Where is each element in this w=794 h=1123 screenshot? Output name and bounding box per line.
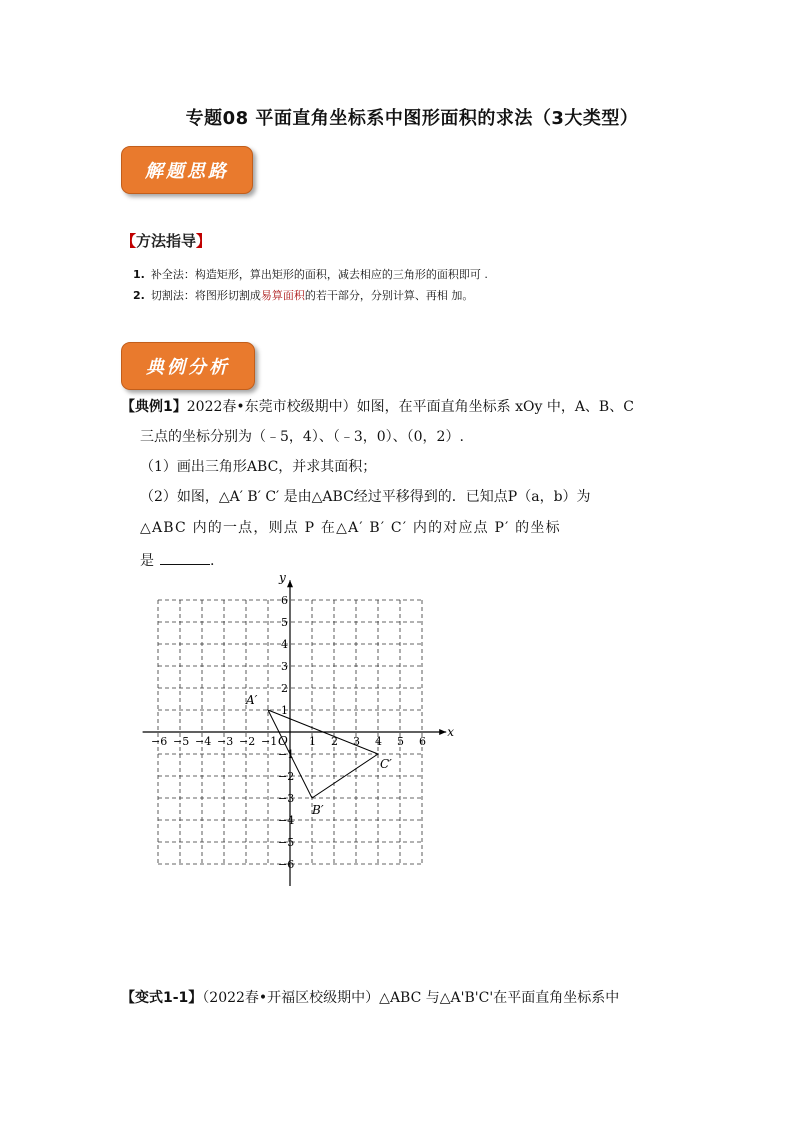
example1-line3: （1）画出三角形ABC，并求其面积； — [140, 459, 377, 475]
x-tick-label: 2 — [331, 735, 338, 748]
y-tick-label: 5 — [281, 616, 288, 629]
x-tick-label: 5 — [397, 735, 404, 748]
variant-1-1: 【变式1-1】（2022春•开福区校级期中）△ABC 与△A'B'C'在平面直角坐标系中 — [121, 990, 620, 1006]
page-title: 专题08 平面直角坐标系中图形面积的求法（3大类型） — [185, 108, 639, 129]
answer-blank — [160, 552, 210, 565]
bracket-close: 】 — [196, 232, 212, 250]
origin-label: O — [278, 734, 288, 748]
x-axis-label: x — [447, 725, 455, 739]
method-guide-label: 方法指导 — [136, 232, 197, 250]
x-tick-label: −1 — [261, 735, 278, 748]
y-tick-label: −5 — [278, 836, 295, 849]
coordinate-graph — [130, 568, 455, 888]
y-tick-label: 4 — [281, 638, 288, 651]
example1-line6: 是 . — [140, 553, 215, 569]
method-item-1: 1. 补全法：构造矩形，算出矩形的面积，减去相应的三角形的面积即可 . — [133, 268, 488, 281]
example1-line1: 【典例1】2022春•东莞市校级期中）如图，在平面直角坐标系 xOy 中，A、B、C — [121, 399, 634, 415]
example1-line2: 三点的坐标分别为（﹣5，4）、（﹣3，0）、（0，2）. — [140, 429, 464, 445]
highlight-text: 易算面积 — [260, 289, 305, 302]
x-tick-label: −2 — [239, 735, 256, 748]
method-guide-heading — [121, 230, 211, 251]
x-tick-label: −6 — [151, 735, 168, 748]
solution-ideas-badge — [121, 146, 253, 194]
y-tick-label: 1 — [281, 704, 288, 717]
solution-ideas-label: 解题思路 — [145, 161, 229, 182]
point-label: B′ — [312, 803, 324, 817]
triangle-abc-prime — [245, 693, 392, 817]
y-tick-label: 3 — [281, 660, 288, 673]
x-tick-label: −3 — [217, 735, 234, 748]
x-tick-label: 3 — [353, 735, 360, 748]
method-item-2: 2. 切割法：将图形切割成易算面积的若干部分，分别计算、再相 加。 — [133, 289, 474, 302]
x-axis-arrow — [439, 729, 446, 735]
y-tick-label: −4 — [278, 814, 295, 827]
example1-tag: 【典例1】 — [121, 399, 187, 415]
y-tick-label: 2 — [281, 682, 288, 695]
point-label: A′ — [246, 693, 258, 707]
y-tick-label: −3 — [278, 792, 295, 805]
x-tick-label: 6 — [419, 735, 426, 748]
point-label: C′ — [380, 757, 392, 771]
x-tick-label: −5 — [173, 735, 190, 748]
example-analysis-label: 典例分析 — [146, 357, 230, 378]
axes — [143, 570, 455, 886]
y-tick-label: −1 — [278, 748, 295, 761]
y-tick-label: 6 — [281, 594, 288, 607]
y-tick-label: −2 — [278, 770, 295, 783]
x-tick-label: −4 — [195, 735, 212, 748]
x-tick-label: 1 — [309, 735, 316, 748]
y-tick-label: −6 — [278, 858, 295, 871]
x-tick-label: 4 — [375, 735, 382, 748]
y-axis-arrow — [287, 580, 293, 587]
example1-line5: △ABC 内的一点，则点 P 在△A′ B′ C′ 内的对应点 P′ 的坐标 — [140, 520, 561, 536]
bracket-open: 【 — [121, 232, 137, 250]
variant-tag: 【变式1-1】 — [121, 990, 203, 1006]
example-analysis-badge — [121, 342, 255, 390]
example1-line4: （2）如图，△A′ B′ C′ 是由△ABC经过平移得到的．已知点P（a，b）为 — [140, 489, 591, 505]
y-axis-label: y — [279, 570, 286, 585]
